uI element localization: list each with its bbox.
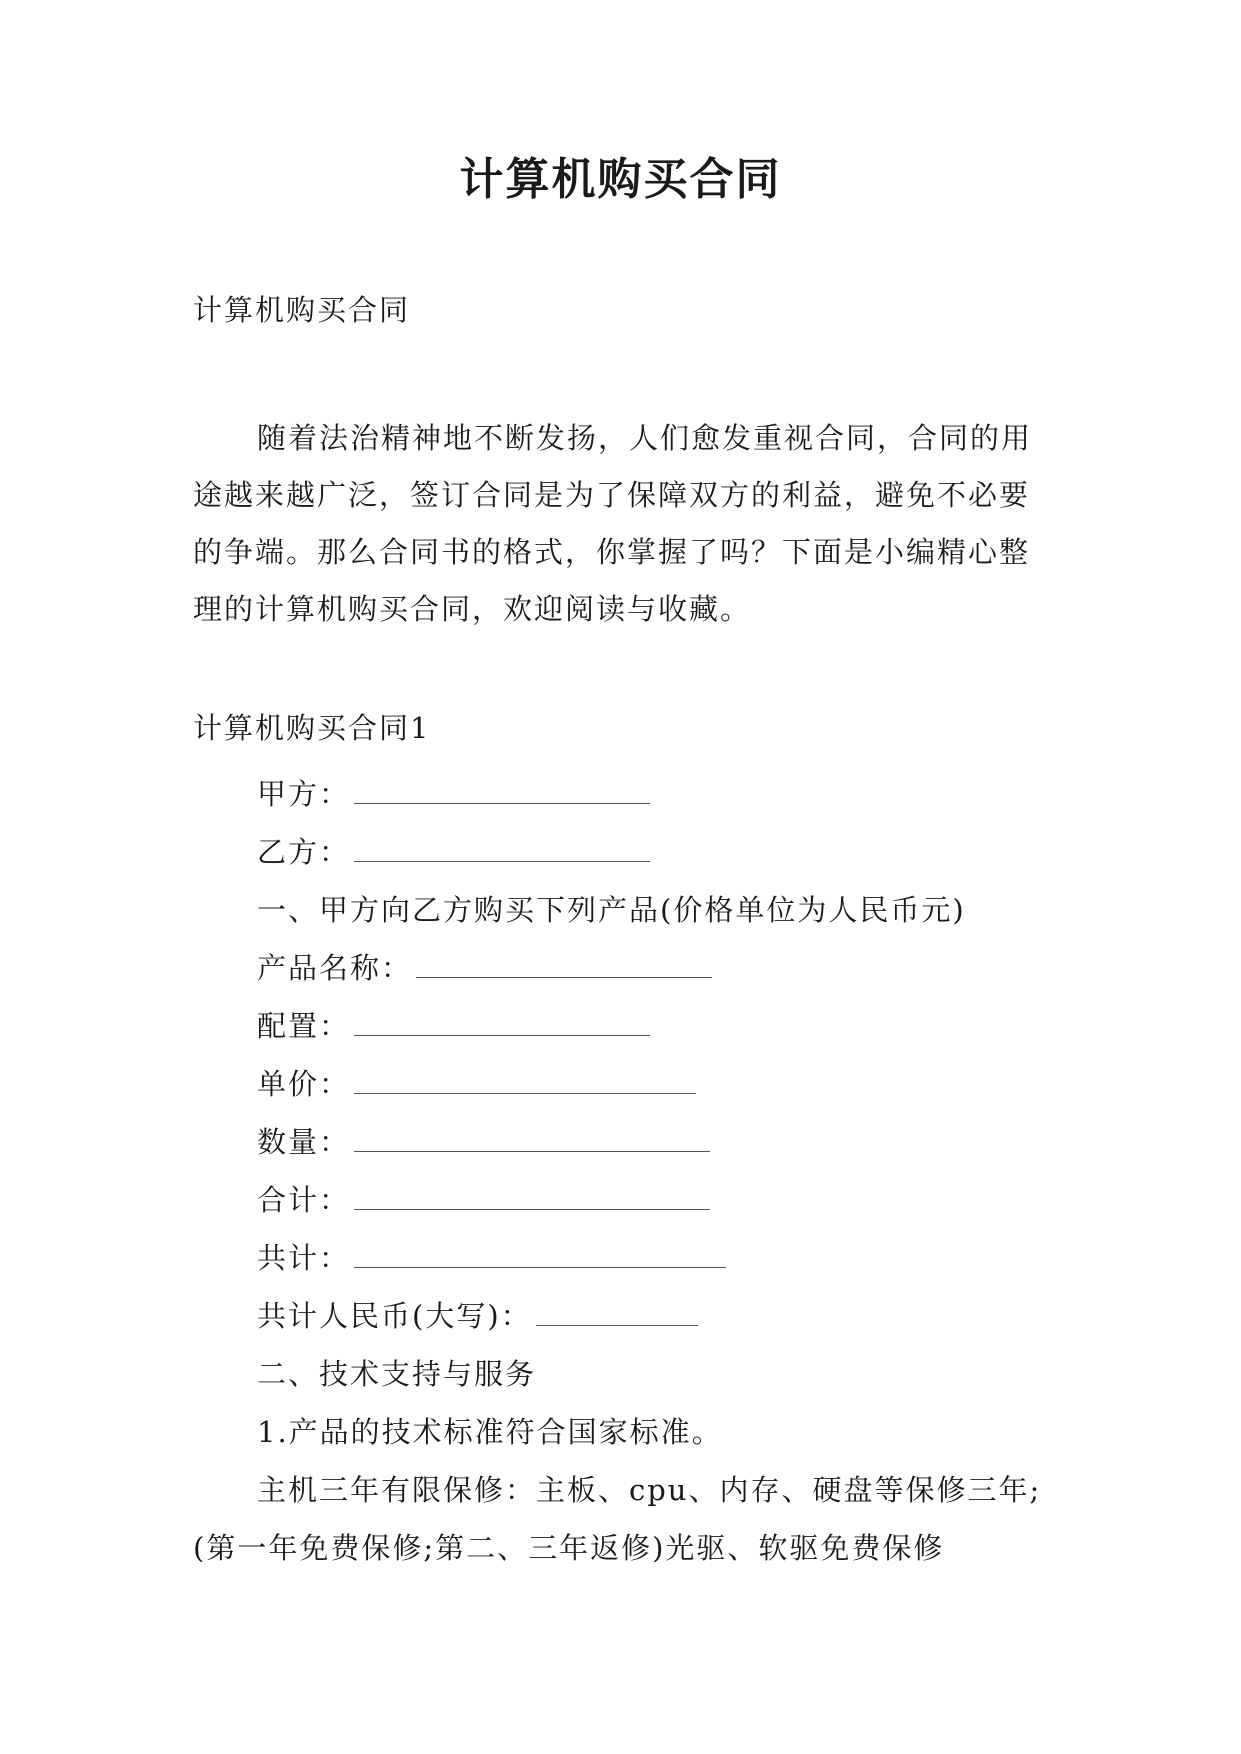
party-a-label: 甲方： [257,777,351,811]
total-label: 共计： [257,1241,351,1275]
subtotal-line [193,1171,1053,1229]
total-rmb-line [193,1287,1053,1345]
total-blank [354,1247,726,1268]
party-b-blank [354,841,650,862]
config-label: 配置： [257,1009,351,1043]
config-line [193,997,1053,1055]
quantity-label: 数量： [257,1125,351,1159]
document-title: 计算机购买合同 [459,154,782,205]
product-name-line [193,939,1053,997]
intro-paragraph: 随着法治精神地不断发扬，人们愈发重视合同，合同的用途越来越广泛，签订合同是为了保障双方的利益，避免不必要的争端。那么合同书的格式，你掌握了吗？下面是小编精心整理的计算机购买合同，欢迎阅读与收藏。 [193,421,1033,626]
unit-price-blank [354,1073,696,1094]
item-one: 1.产品的技术标准符合国家标准。 [257,1415,723,1449]
unit-price-line [193,1055,1053,1113]
warranty-paragraph: 主机三年有限保修：主板、cpu、内存、硬盘等保修三年;(第一年免费保修;第二、三年返修)光驱、软驱免费保修 [193,1473,1042,1565]
product-name-blank [416,957,712,978]
total-rmb-blank [536,1305,698,1326]
quantity-line [193,1113,1053,1171]
total-rmb-label: 共计人民币(大写)： [257,1299,532,1333]
clause-one: 一、甲方向乙方购买下列产品(价格单位为人民币元) [257,893,966,927]
config-blank [354,1015,650,1036]
product-name-label: 产品名称： [257,951,413,985]
party-b-line [193,823,1053,881]
section-heading: 计算机购买合同1 [193,711,431,745]
party-a-line [193,765,1053,823]
party-a-blank [354,783,650,804]
quantity-blank [354,1131,710,1152]
party-b-label: 乙方： [257,835,351,869]
contract-body [193,765,1053,1577]
subtotal-label: 合计： [257,1183,351,1217]
subtotal-blank [354,1189,710,1210]
total-line [193,1229,1053,1287]
document-subtitle: 计算机购买合同 [193,293,411,327]
clause-two: 二、技术支持与服务 [257,1357,537,1391]
unit-price-label: 单价： [257,1067,351,1101]
